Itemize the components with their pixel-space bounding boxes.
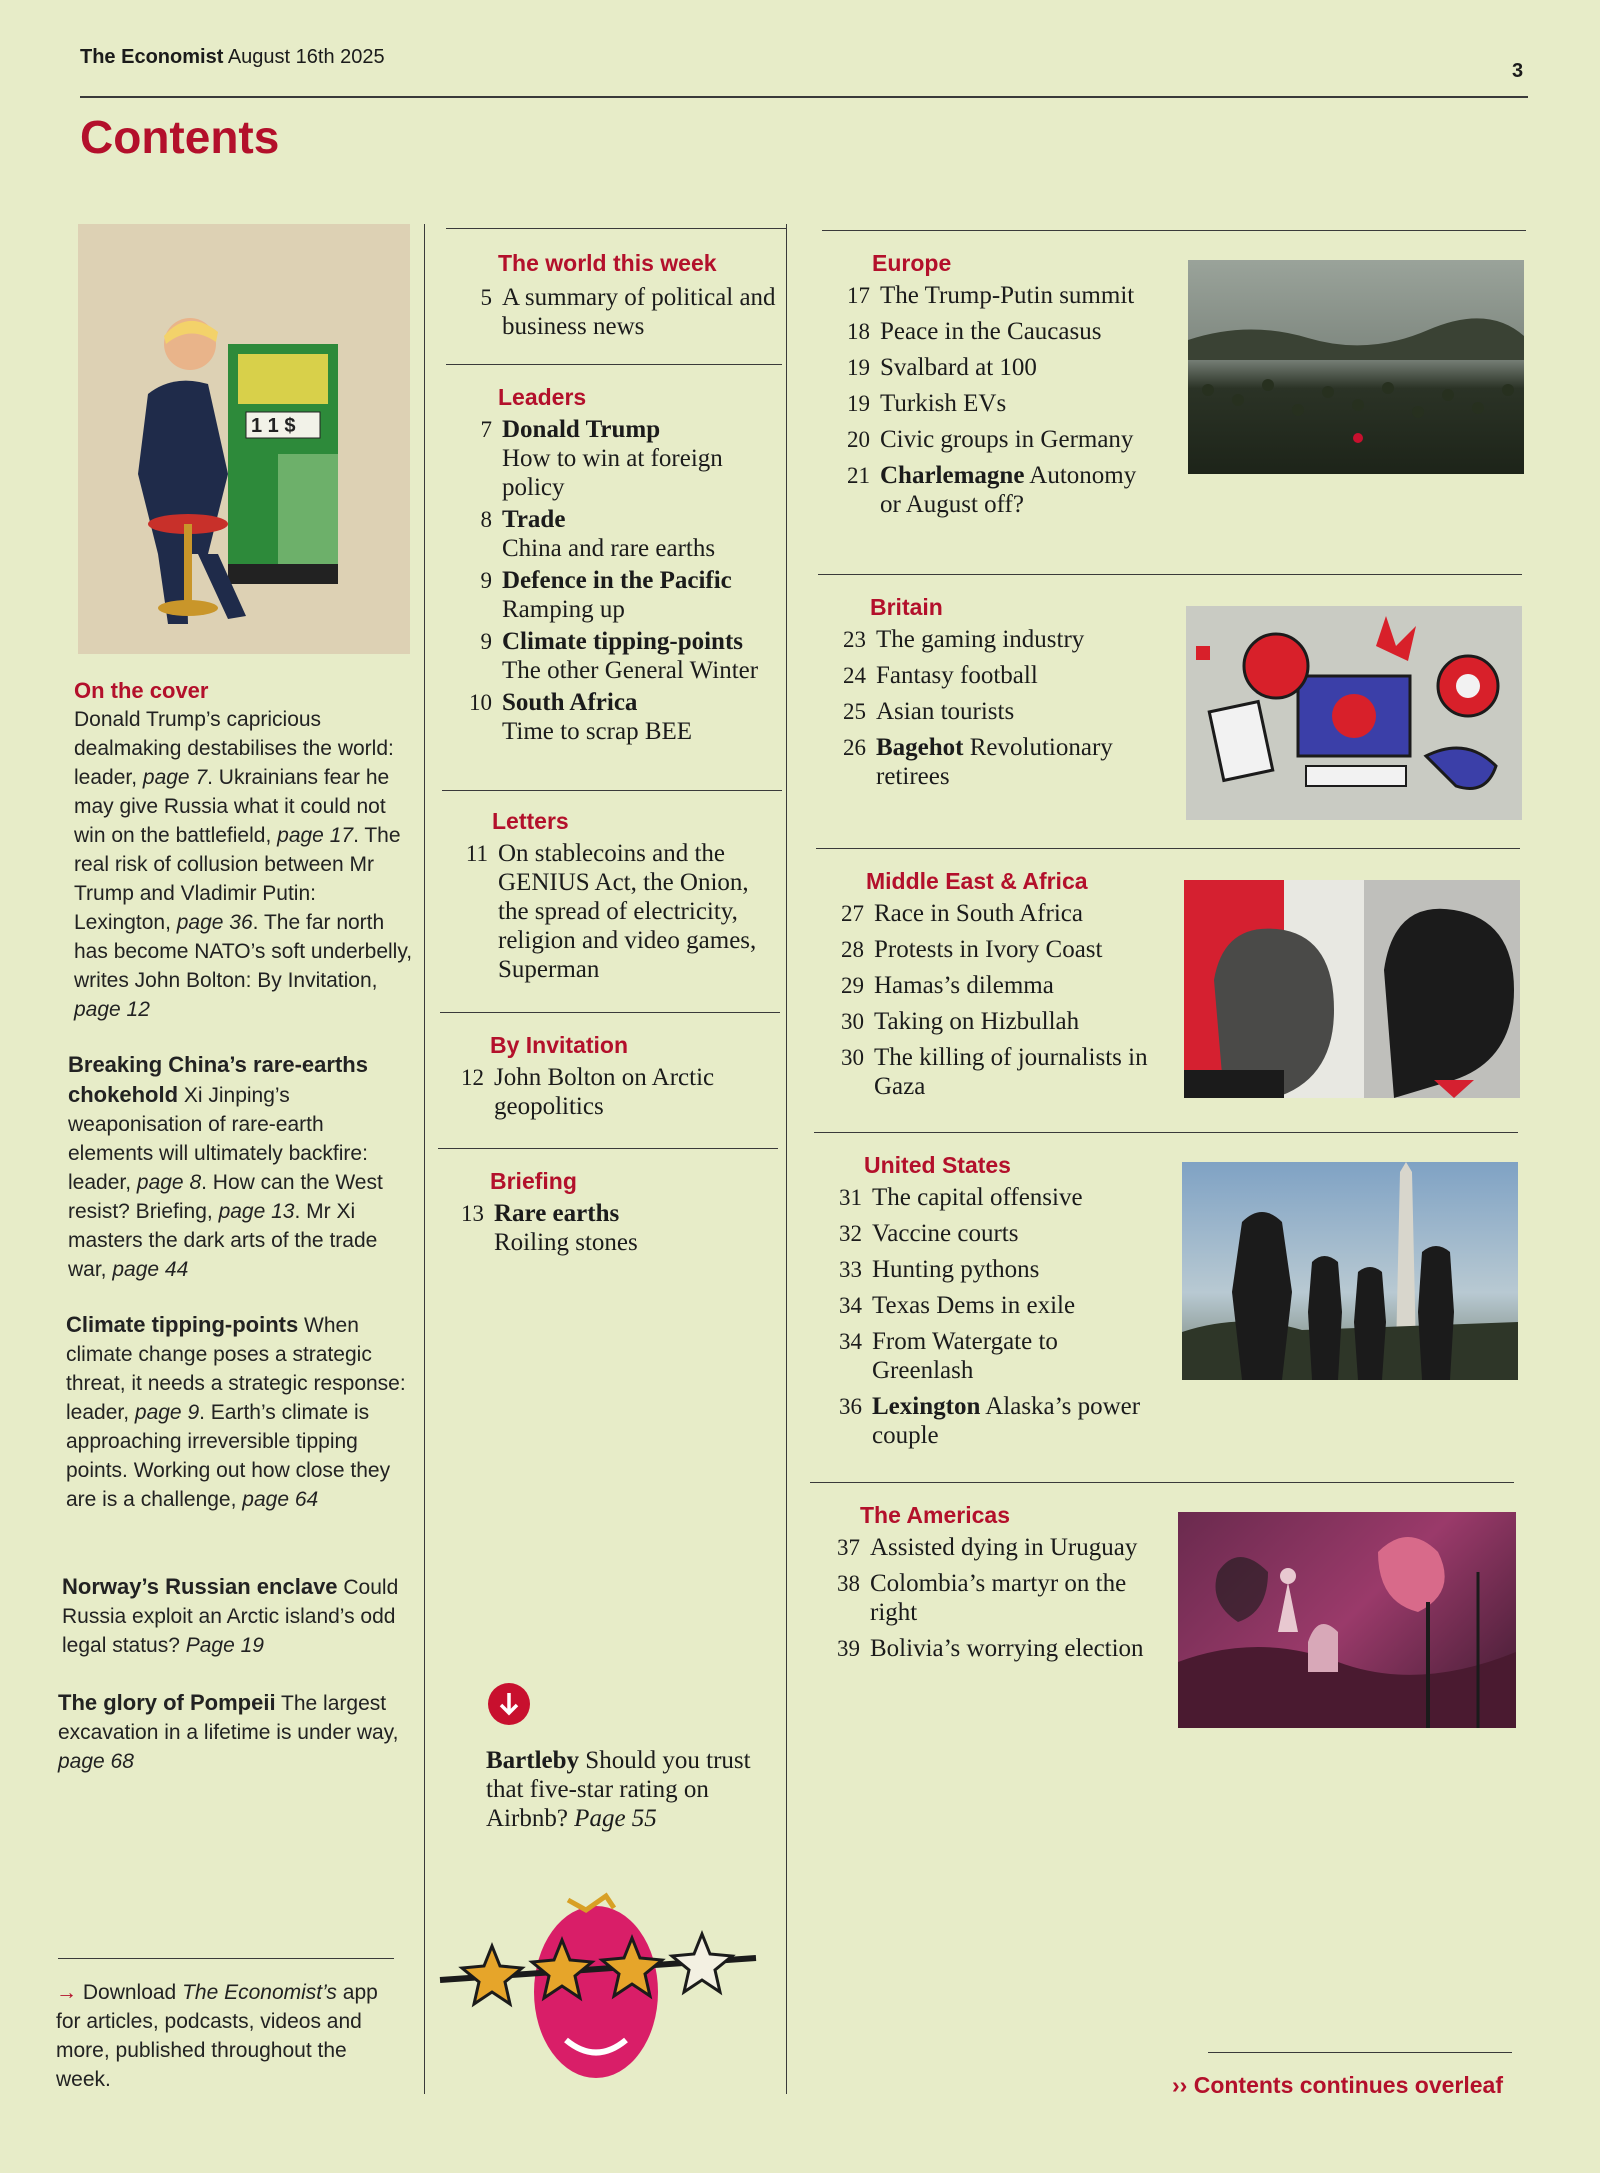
toc-text: Hunting pythons	[872, 1256, 1040, 1283]
toc-entry[interactable]	[820, 1392, 1152, 1450]
toc-entry[interactable]	[442, 1063, 778, 1121]
section-world-this-week	[450, 250, 780, 341]
toc-text: Svalbard at 100	[880, 354, 1037, 381]
toc-page-number: 18	[847, 319, 870, 344]
toc-text: Revolutionary retirees	[876, 734, 1113, 790]
toc-page-number: 34	[839, 1329, 862, 1354]
toc-page-number: 34	[839, 1293, 862, 1318]
toc-bold: Charlemagne	[880, 462, 1025, 489]
toc-page-number: 13	[461, 1201, 484, 1226]
cover-page-ref: page 12	[74, 998, 150, 1021]
toc-text: Texas Dems in exile	[872, 1292, 1076, 1319]
bartleby-pointer-icon	[488, 1683, 530, 1725]
toc-entry[interactable]	[450, 688, 786, 746]
toc-text: Protests in Ivory Coast	[874, 936, 1103, 963]
toc-text: Race in South Africa	[874, 900, 1083, 927]
toc-entry[interactable]	[828, 425, 1158, 454]
toc-page-number: 5	[480, 285, 492, 310]
purple-landscape-painting	[1178, 1512, 1516, 1728]
right-rule	[818, 574, 1522, 575]
page-number: 3	[1512, 60, 1524, 82]
section-by-invitation	[442, 1032, 778, 1121]
toc-entry[interactable]	[450, 415, 786, 502]
section-title: United States	[864, 1152, 1011, 1178]
sunflower-field-photo	[1188, 260, 1524, 474]
right-rule	[814, 1132, 1518, 1133]
middle-rule	[446, 364, 782, 365]
feature-title: The glory of Pompeii	[58, 1690, 276, 1715]
cover-illustration	[78, 224, 410, 654]
feature-text: Xi Jinping’s weaponisation of rare-earth elements will ultimately backfire: leader,	[68, 1084, 368, 1194]
toc-entry[interactable]	[450, 627, 786, 685]
section-briefing	[442, 1168, 778, 1257]
right-rule	[816, 848, 1520, 849]
toc-text: Hamas’s dilemma	[874, 972, 1054, 999]
cover-text-part: . Ukrainians fear he may give Russia what it could not win on the battlefield,	[74, 766, 390, 847]
masthead-rule	[80, 96, 1528, 98]
download-rule	[58, 1958, 394, 1959]
toc-page-number: 9	[480, 568, 492, 593]
feature-page-ref: page 13	[218, 1200, 295, 1223]
toc-entry[interactable]	[450, 566, 786, 624]
toc-entry[interactable]	[450, 505, 786, 563]
toc-page-number: 31	[839, 1185, 862, 1210]
faces-collage	[1184, 880, 1520, 1098]
cover-text-part: . The real risk of collusion between Mr Trump and Vladimir Putin: Lexington,	[74, 824, 401, 934]
section-title: Europe	[872, 250, 952, 276]
feature-page-ref: page 9	[134, 1401, 200, 1424]
toc-page-number: 19	[847, 355, 870, 380]
bartleby-title: Bartleby	[486, 1747, 580, 1774]
toc-text: How to win at foreign policy	[502, 445, 723, 501]
toc-page-number: 10	[469, 690, 492, 715]
toc-text: China and rare earths	[502, 535, 716, 562]
feature-title: Breaking China’s rare-earths chokehold	[68, 1052, 368, 1107]
feature-page-ref: Page 19	[185, 1634, 264, 1657]
toc-text: On stablecoins and the GENIUS Act, the Onion, the spread of electricity, religion and video games, Superman	[498, 840, 757, 983]
section-europe	[828, 250, 1158, 519]
section-title: Britain	[870, 594, 943, 620]
feature-page-ref: page 68	[58, 1750, 134, 1773]
toc-entry[interactable]	[828, 461, 1158, 519]
toc-entry[interactable]	[442, 1199, 778, 1257]
toc-bold: Donald Trump	[502, 416, 661, 443]
masthead-brand: The Economist	[80, 46, 224, 68]
feature-norway	[62, 1572, 414, 1660]
toc-bold: Lexington	[872, 1393, 981, 1420]
cover-page-ref: page 36	[176, 911, 253, 934]
on-the-cover	[74, 676, 414, 1024]
toc-text: Assisted dying in Uruguay	[870, 1534, 1138, 1561]
bartleby-teaser[interactable]	[486, 1746, 776, 1833]
toc-text: Asian tourists	[876, 698, 1015, 725]
washington-monument-photo	[1182, 1162, 1518, 1380]
section-title: Briefing	[490, 1168, 577, 1194]
toc-text: Turkish EVs	[880, 390, 1007, 417]
toc-entry[interactable]	[818, 1533, 1154, 1562]
toc-entry[interactable]	[446, 839, 782, 984]
feature-text: The largest excavation in a lifetime is under way,	[58, 1692, 399, 1744]
toc-page-number: 39	[837, 1636, 860, 1661]
masthead-date: August 16th 2025	[227, 46, 385, 68]
toc-bold: Rare earths	[494, 1200, 620, 1227]
download-brand: The Economist’s	[182, 1981, 337, 2004]
section-the-americas	[818, 1502, 1154, 1663]
bartleby-stars-illustration	[436, 1880, 766, 2090]
feature-text: . Earth’s climate is approaching irreversible tipping points. Working out how close they are is a challenge,	[66, 1401, 391, 1511]
toc-bold: Climate tipping-points	[502, 628, 744, 655]
section-title: The Americas	[860, 1502, 1010, 1528]
cover-page-ref: page 7	[142, 766, 208, 789]
toc-entry[interactable]	[822, 971, 1152, 1000]
toc-page-number: 19	[847, 391, 870, 416]
toc-text: Peace in the Caucasus	[880, 318, 1102, 345]
toc-entry[interactable]	[828, 281, 1158, 310]
column-divider-right	[786, 224, 787, 2094]
on-the-cover-heading: On the cover	[74, 678, 209, 703]
download-text: Download	[82, 1981, 183, 2004]
toc-entry[interactable]	[822, 1007, 1152, 1036]
feature-text: When climate change poses a strategic threat, it needs a strategic response: leader,	[66, 1314, 406, 1424]
toc-text: Autonomy or August off?	[880, 462, 1137, 518]
toc-page-number: 7	[480, 417, 492, 442]
toc-bold: Trade	[502, 506, 566, 533]
toc-text: The gaming industry	[876, 626, 1085, 653]
toc-page-number: 17	[847, 283, 870, 308]
toc-entry[interactable]	[824, 625, 1154, 654]
toc-text: The killing of journalists in Gaza	[874, 1044, 1148, 1100]
feature-text: . Mr Xi masters the dark arts of the trade war,	[68, 1200, 378, 1281]
toc-entry[interactable]	[828, 389, 1158, 418]
toc-text: Colombia’s martyr on the right	[870, 1570, 1127, 1626]
middle-rule	[438, 1148, 778, 1149]
toc-page-number: 21	[847, 463, 870, 488]
toc-text: Alaska’s power couple	[872, 1393, 1141, 1449]
toc-entry[interactable]	[824, 697, 1154, 726]
toc-page-number: 37	[837, 1535, 860, 1560]
toc-bold: South Africa	[502, 689, 638, 716]
feature-title: Climate tipping-points	[66, 1312, 299, 1337]
download-note	[56, 1978, 386, 2094]
toc-text: The other General Winter	[502, 657, 759, 684]
toc-entry[interactable]	[820, 1327, 1152, 1385]
masthead	[80, 46, 385, 69]
section-title: Middle East & Africa	[866, 868, 1088, 894]
toc-page-number: 33	[839, 1257, 862, 1282]
toc-text: Taking on Hizbullah	[874, 1008, 1080, 1035]
toc-page-number: 32	[839, 1221, 862, 1246]
section-title: Letters	[492, 808, 569, 834]
feature-pompeii	[58, 1688, 410, 1776]
toc-page-number: 36	[839, 1394, 862, 1419]
footer-rule	[1208, 2052, 1512, 2053]
contents-continues-link[interactable]	[1172, 2072, 1503, 2099]
column-divider-left	[424, 224, 425, 2094]
toc-page-number: 26	[843, 735, 866, 760]
toc-entry[interactable]	[828, 353, 1158, 382]
contents-continues-text: Contents continues overleaf	[1193, 2072, 1503, 2098]
toc-page-number: 23	[843, 627, 866, 652]
cover-text-part: . The far north has become NATO’s soft underbelly, writes John Bolton: By Invitation,	[74, 911, 413, 992]
toc-text: Bolivia’s worrying election	[870, 1635, 1144, 1662]
feature-page-ref: page 44	[112, 1258, 189, 1281]
toc-entry[interactable]	[818, 1569, 1154, 1627]
toc-page-number: 29	[841, 973, 864, 998]
toc-entry[interactable]	[820, 1255, 1152, 1284]
page-title: Contents	[80, 111, 280, 163]
feature-page-ref: page 8	[136, 1171, 202, 1194]
arrow-right-icon: →	[56, 1981, 77, 2004]
toc-text: Roiling stones	[494, 1229, 638, 1256]
toc-text: John Bolton on Arctic geopolitics	[494, 1064, 715, 1120]
toc-page-number: 28	[841, 937, 864, 962]
on-the-cover-text	[74, 705, 414, 1024]
toc-page-number: 8	[480, 507, 492, 532]
toc-entry[interactable]	[824, 733, 1154, 791]
toc-bold: Bagehot	[876, 734, 964, 761]
toc-text: From Watergate to Greenlash	[872, 1328, 1058, 1384]
middle-top-rule	[446, 228, 786, 229]
toc-entry[interactable]	[824, 661, 1154, 690]
middle-rule	[440, 1012, 780, 1013]
section-middle-east-africa	[822, 868, 1152, 1101]
right-rule	[810, 1482, 1514, 1483]
feature-rare-earths	[68, 1050, 414, 1284]
toc-text: A summary of political and business news	[502, 284, 776, 340]
toc-page-number: 25	[843, 699, 866, 724]
toc-entry[interactable]	[822, 1043, 1152, 1101]
section-united-states	[820, 1152, 1152, 1450]
right-top-rule	[822, 230, 1526, 231]
feature-title: Norway’s Russian enclave	[62, 1574, 338, 1599]
section-britain	[824, 594, 1154, 791]
toc-page-number: 38	[837, 1571, 860, 1596]
toc-page-number: 12	[461, 1065, 484, 1090]
feature-text: Could Russia exploit an Arctic island’s odd legal status?	[62, 1576, 399, 1657]
toc-page-number: 24	[843, 663, 866, 688]
toc-text: Vaccine courts	[872, 1220, 1019, 1247]
toc-page-number: 20	[847, 427, 870, 452]
cover-page-ref: page 17	[277, 824, 354, 847]
bartleby-page-ref: Page 55	[574, 1805, 657, 1832]
section-letters	[446, 808, 782, 984]
toc-text: Time to scrap BEE	[502, 718, 693, 745]
cover-text-part: Donald Trump’s capricious dealmaking destabilises the world: leader,	[74, 708, 394, 789]
svg-text:1 1 $: 1 1 $	[251, 415, 296, 437]
toc-entry[interactable]	[818, 1634, 1154, 1663]
toc-page-number: 27	[841, 901, 864, 926]
toc-page-number: 30	[841, 1045, 864, 1070]
toc-entry[interactable]	[822, 935, 1152, 964]
toc-page-number: 9	[480, 629, 492, 654]
section-title: By Invitation	[490, 1032, 629, 1058]
gaming-illustration	[1186, 606, 1522, 820]
toc-entry[interactable]	[820, 1291, 1152, 1320]
toc-entry[interactable]	[820, 1219, 1152, 1248]
toc-text: Civic groups in Germany	[880, 426, 1134, 453]
toc-page-number: 30	[841, 1009, 864, 1034]
feature-text: . How can the West resist? Briefing,	[68, 1171, 383, 1223]
toc-text: The Trump-Putin summit	[880, 282, 1135, 309]
section-leaders	[450, 384, 786, 746]
bartleby-text: Should you trust that five-star rating on Airbnb?	[486, 1747, 751, 1832]
middle-rule	[442, 790, 782, 791]
toc-entry[interactable]	[822, 899, 1152, 928]
toc-entry[interactable]	[828, 317, 1158, 346]
double-chevron-right-icon: ››	[1172, 2072, 1188, 2098]
toc-page-number: 11	[465, 841, 488, 866]
toc-bold: Defence in the Pacific	[502, 567, 732, 594]
toc-text: Ramping up	[502, 596, 625, 623]
toc-entry[interactable]	[450, 283, 780, 341]
toc-text: The capital offensive	[872, 1184, 1083, 1211]
section-title: Leaders	[498, 384, 587, 410]
section-title: The world this week	[498, 250, 717, 276]
download-text: app for articles, podcasts, videos and more, published throughout the week.	[56, 1981, 378, 2091]
toc-text: Fantasy football	[876, 662, 1038, 689]
feature-page-ref: page 64	[242, 1488, 319, 1511]
toc-entry[interactable]	[820, 1183, 1152, 1212]
feature-climate	[66, 1310, 416, 1514]
